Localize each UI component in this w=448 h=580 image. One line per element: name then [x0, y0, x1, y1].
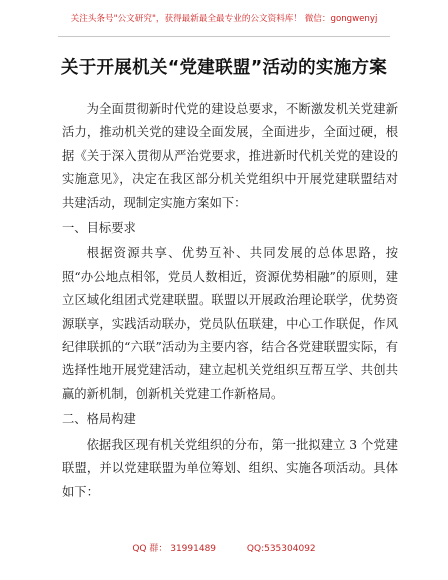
structure-paragraph: 依据我区现有机关党组织的分布，第一批拟建立 3 个党建联盟，并以党建联盟为单位筹划、组织、实施各项活动。具体如下： [62, 437, 398, 499]
intro-paragraph: 为全面贯彻新时代党的建设总要求，不断激发机关党建新活力，推动机关党的建设全面发展，全面进步，全面过硬，根据《关于深入贯彻从严治党要求，推进新时代机关党的建设的实施意见》，决定在我区部分机关党组织中开展党建联盟结对共建活动，现制定实施方案如下： [62, 102, 398, 210]
contact-footer [0, 541, 448, 554]
promo-banner: 关注头条号"公文研究"，获得最新最全最专业的公文资料库！ 微信：gongwenyj [70, 14, 378, 24]
qq-contact-label: QQ:535304092 [246, 544, 316, 554]
section-heading-structure: 二、格局构建 [62, 412, 136, 427]
goals-paragraph: 根据资源共享、优势互补、共同发展的总体思路，按照“办公地点相邻，党员人数相近，资源优势相融”的原则，建立区域化组团式党建联盟。联盟以开展政治理论联学，优势资源联享，实践活动联办，党员队伍联建，中心工作联促，作风纪律联抓的“六联”活动为主要内容，结合各党建联盟实际，有选择性地开展党建活动，建立起机关党组织互帮互学、共创共赢的新机制，创新机关党建工作新格局。 [62, 246, 398, 401]
qq-group-label: QQ 群： 31991489 [132, 544, 217, 554]
header-divider [58, 36, 390, 37]
document-title: 关于开展机关“党建联盟”活动的实施方案 [60, 58, 388, 78]
section-heading-goals: 一、目标要求 [62, 221, 136, 236]
document-body [62, 98, 398, 504]
